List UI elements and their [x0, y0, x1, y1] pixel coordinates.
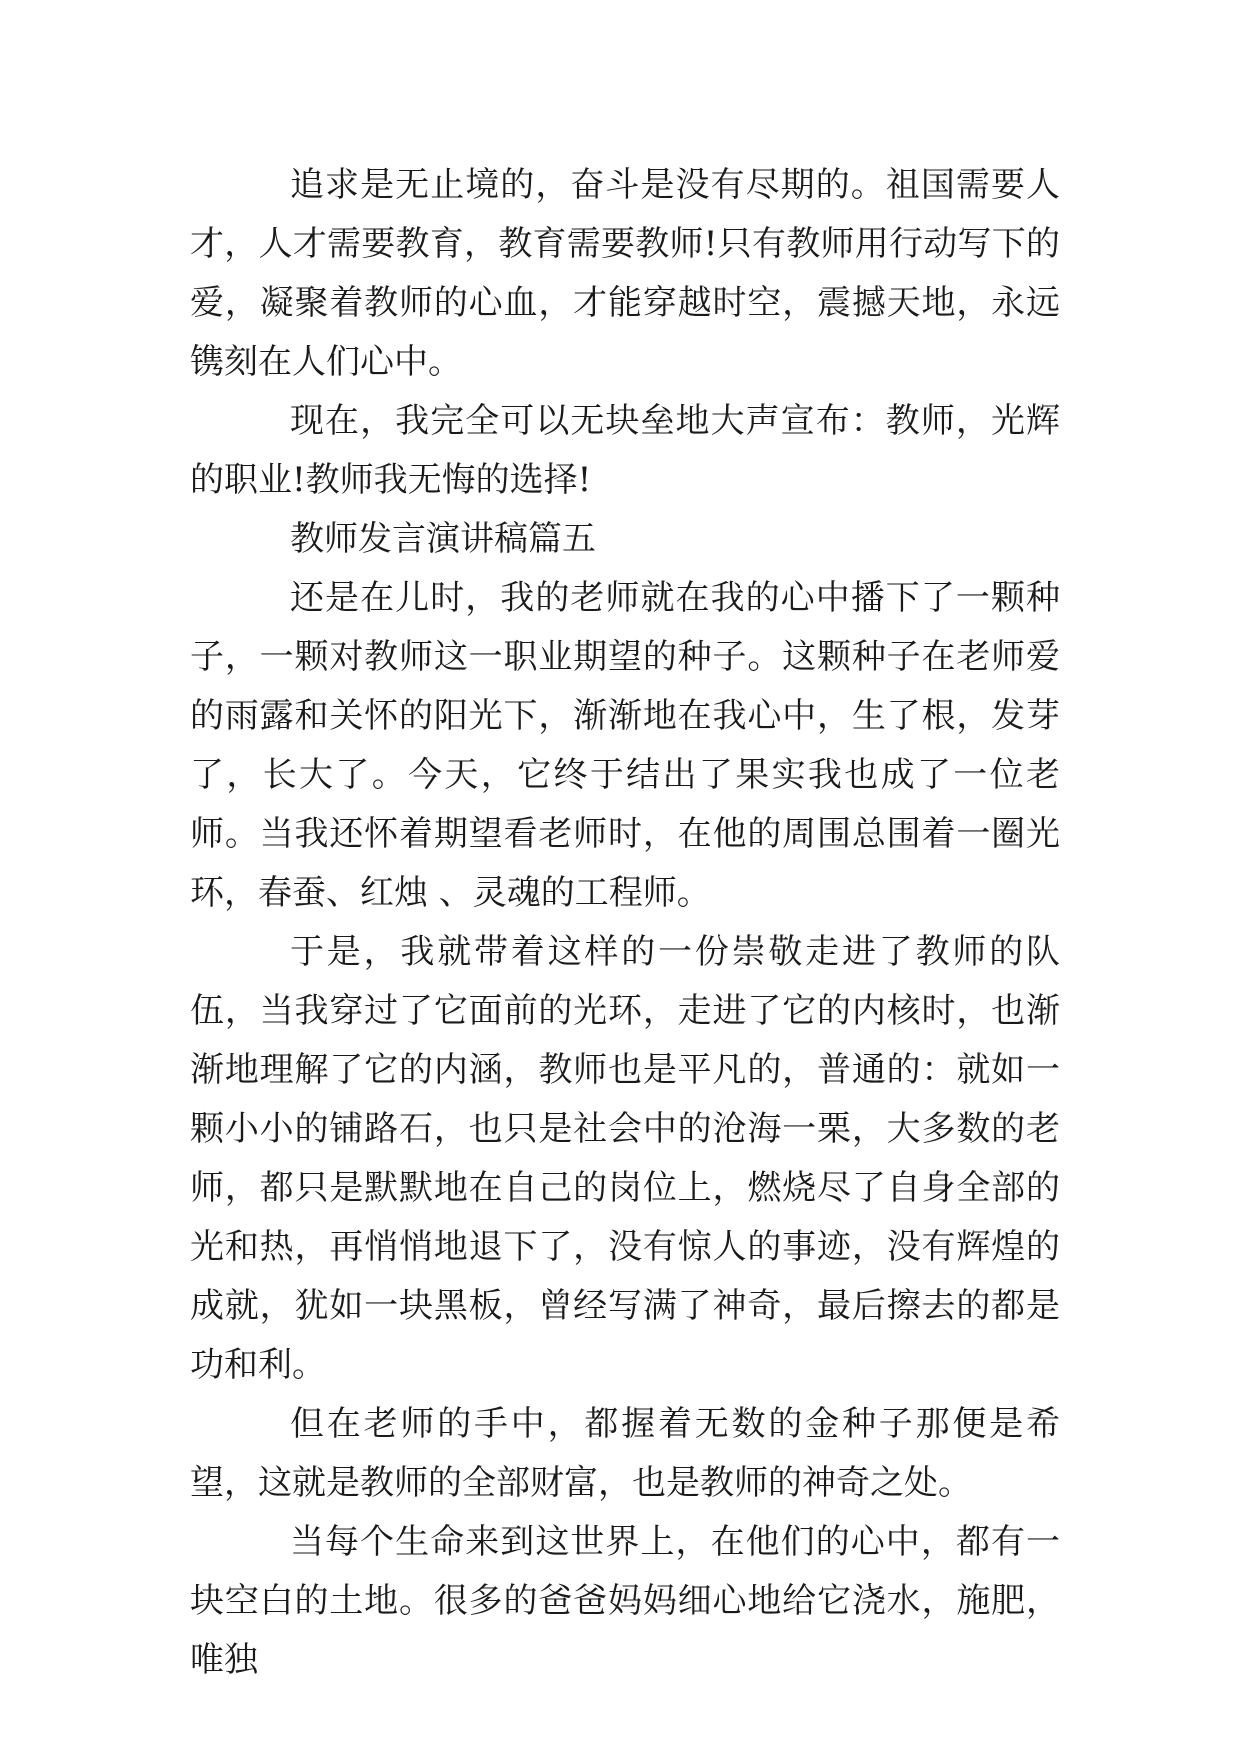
- paragraph: 追求是无止境的，奋斗是没有尽期的。祖国需要人才，人才需要教育，教育需要教师!只有教师用行动写下的爱，凝聚着教师的心血，才能穿越时空，震撼天地，永远镌刻在人们心中。: [190, 165, 1060, 382]
- paragraph: 还是在儿时，我的老师就在我的心中播下了一颗种子，一颗对教师这一职业期望的种子。这颗种子在老师爱的雨露和关怀的阳光下，渐渐地在我心中，生了根，发芽了，长大了。今天，它终于结出了果实我也成了一位老师。当我还怀着期望看老师时，在他的周围总围着一圈光环，春蚕、红烛 、灵魂的工程师。: [190, 578, 1060, 913]
- document-body: [190, 156, 1060, 1690]
- paragraph: 现在，我完全可以无块垒地大声宣布：教师，光辉的职业!教师我无悔的选择!: [190, 401, 1060, 500]
- section-heading: 教师发言演讲稿篇五: [290, 519, 596, 559]
- paragraph: 但在老师的手中，都握着无数的金种子那便是希望，这就是教师的全部财富，也是教师的神奇之处。: [190, 1404, 1060, 1503]
- paragraph: 当每个生命来到这世界上，在他们的心中，都有一块空白的土地。很多的爸爸妈妈细心地给它浇水，施肥，唯独: [190, 1522, 1060, 1680]
- paragraph: 于是，我就带着这样的一份崇敬走进了教师的队伍，当我穿过了它面前的光环，走进了它的内核时，也渐渐地理解了它的内涵，教师也是平凡的，普通的：就如一颗小小的铺路石，也只是社会中的沧海一栗，大多数的老师，都只是默默地在自己的岗位上，燃烧尽了自身全部的光和热，再悄悄地退下了，没有惊人的事迹，没有辉煌的成就，犹如一块黑板，曾经写满了神奇，最后擦去的都是功和利。: [190, 932, 1060, 1385]
